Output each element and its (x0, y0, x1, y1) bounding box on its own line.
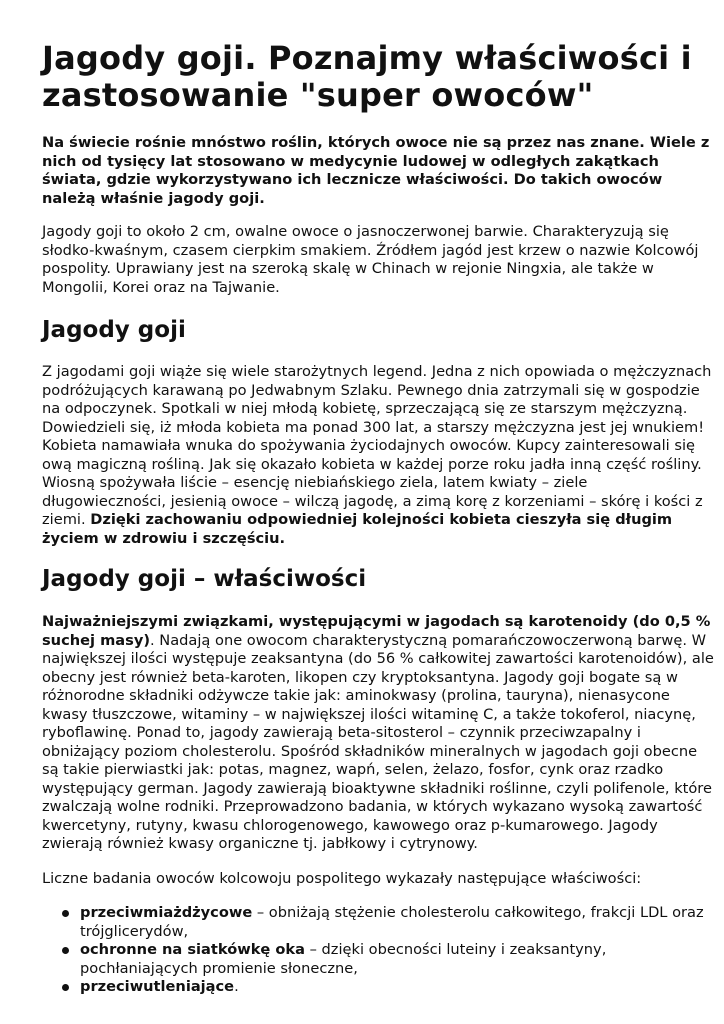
property-desc: – dzięki obecności luteiny i zeaksantyny, pochłaniających promienie słoneczne, (80, 941, 607, 977)
legend-bold-text: Dzięki zachowaniu odpowiedniej kolejności kobieta cieszyła się długim życiem w zdrowiu i szczęściu. (42, 511, 673, 547)
property-term: ochronne na siatkówkę oka (80, 941, 305, 958)
properties-text: . Nadają one owocom charakterystyczną pomarańczowoczerwoną barwę. W największej ilości występuje zeaksantyna (do 56 % całkowitej zawartości karotenoidów), ale obecny jest również beta-karoten, likopen czy kryptoksantyna. Jagody goji bogate są w różnorodne składniki odżywcze takie jak: aminokwasy (prolina, tauryna), nienasycone kwasy tłuszczowe, witaminy – w największej ilości witaminę C, a także tokoferol, niacynę, ryboflawinę. Ponad to, jagody zawierają beta-sitosterol – czynnik przeciwzapalny i obniżający poziom cholesterolu. Spośród składników mineralnych w jagodach goji obecne są takie pierwiastki jak: potas, magnez, wapń, selen, żelazo, fosfor, cynk oraz rzadko występujący german. Jagody zawierają bioaktywne składniki roślinne, czyli polifenole, które zwalczają wolne rodniki. Przeprowadzono badania, w których wykazano wysoką zawartość kwercetyny, rutyny, kwasu chlorogenowego, kawowego oraz p-kumarowego. Jagody zwierają również kwasy organiczne tj. jabłkowy i cytrynowy. (42, 631, 714, 852)
intro-paragraph: Jagody goji to około 2 cm, owalne owoce o jasnoczerwonej barwie. Charakteryzują się słodko-kwaśnym, czasem cierpkim smakiem. Źródłem jagód jest krzew o nazwie Kolcowój pospolity. Uprawiany jest na szeroką skalę w Chinach w rejonie Ningxia, ale także w Mongolii, Korei oraz na Tajwanie. (42, 223, 699, 296)
list-item (80, 978, 714, 997)
list-item (80, 941, 714, 978)
legend-paragraph (42, 363, 714, 548)
article-lead: Na świecie rośnie mnóstwo roślin, których owoce nie są przez nas znane. Wiele z nich od tysięcy lat stosowano w medycynie ludowej w odległych zakątkach świata, gdzie wykorzystywano ich lecznicze właściwości. Do takich owoców należą właśnie jagody goji. (42, 134, 710, 207)
property-term: przeciwmiażdżycowe (80, 904, 253, 921)
article-title: Jagody goji. Poznajmy właściwości i zastosowanie "super owoców" (42, 39, 692, 114)
properties-list (42, 904, 714, 997)
section-heading-goji: Jagody goji (42, 317, 186, 343)
carotenoids-bold-text: Najważniejszymi związkami, występującymi w jagodach są karotenoidy (do 0,5 % suchej masy) (42, 613, 711, 649)
properties-paragraph (42, 613, 714, 854)
studies-intro: Liczne badania owoców kolcowoju pospolitego wykazały następujące właściwości: (42, 869, 642, 887)
property-term: przeciwutleniające (80, 978, 235, 995)
property-desc: – obniżają stężenie cholesterolu całkowitego, frakcji LDL oraz trójglicerydów, (80, 904, 704, 940)
legend-text: Z jagodami goji wiąże się wiele starożytnych legend. Jedna z nich opowiada o mężczyznach podróżujących karawaną po Jedwabnym Szlaku. Pewnego dnia zatrzymali się w gospodzie na odpoczynek. Spotkali w niej młodą kobietę, sprzeczającą się ze starszym mężczyzną. Dowiedzieli się, iż młoda kobieta ma ponad 300 lat, a starszy mężczyzna jest jej wnukiem! Kobieta namawiała wnuka do spożywania życiodajnych owoców. Kupcy zainteresowali się ową magiczną rośliną. Jak się okazało kobieta w każdej porze roku jadła inną część rośliny. Wiosną spożywała liście – esencję niebiańskiego ziela, latem kwiaty – ziele długowieczności, jesienią owoce – wilczą jagodę, a zimą korę z korzeniami – skórę i kości z ziemi. (42, 363, 712, 528)
property-desc: . (234, 978, 239, 995)
list-item (80, 904, 714, 941)
section-heading-properties: Jagody goji – właściwości (42, 566, 367, 592)
